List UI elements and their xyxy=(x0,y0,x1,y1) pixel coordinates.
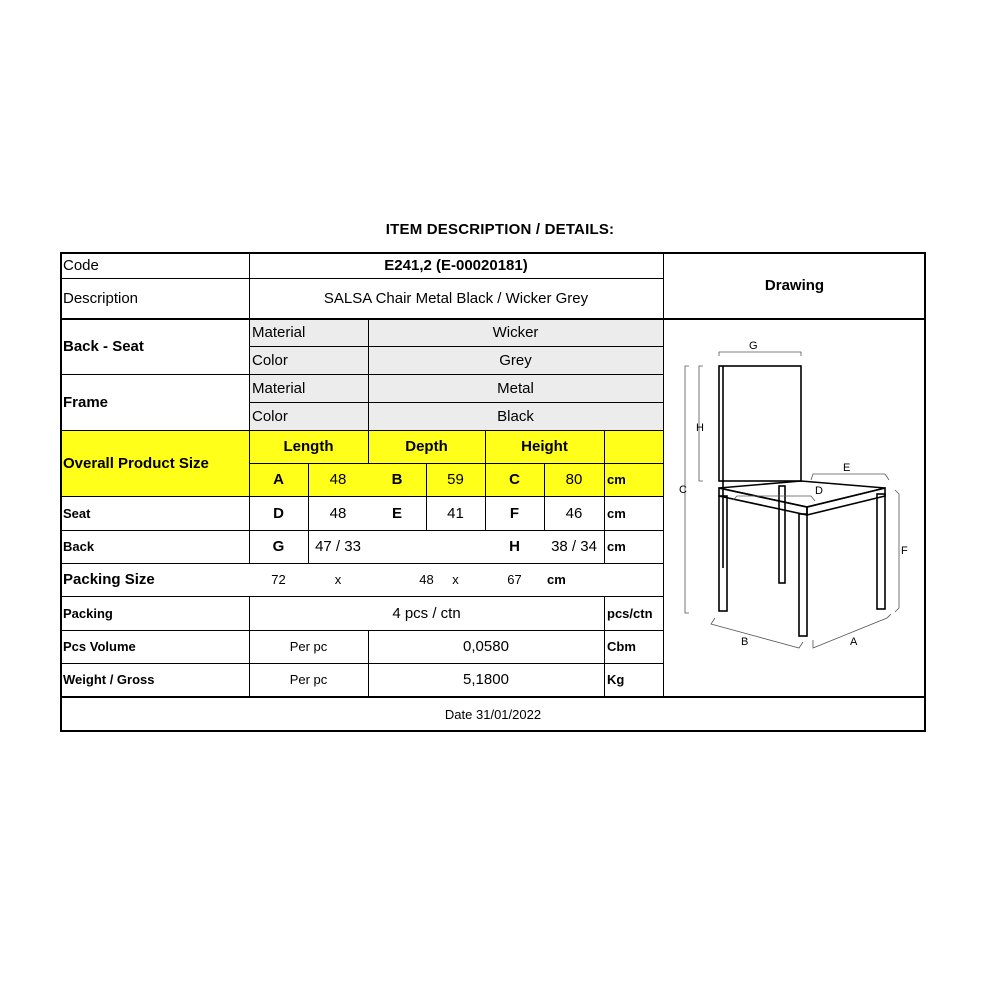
spec-sheet xyxy=(60,252,926,732)
value-b: 59 xyxy=(447,471,464,488)
frame-label: Frame xyxy=(63,393,109,411)
drawing-label-c: C xyxy=(679,484,687,496)
drawing-label-f: F xyxy=(901,545,908,557)
code-value: E241,2 (E-00020181) xyxy=(384,256,528,274)
weight-unit: Kg xyxy=(607,672,625,687)
letter-e: E xyxy=(391,504,402,522)
value-a: 48 xyxy=(329,471,347,488)
packing-x2: x xyxy=(452,572,459,587)
value-h: 38 / 34 xyxy=(551,538,597,555)
frame-material: Metal xyxy=(497,379,534,397)
back-unit: cm xyxy=(607,539,626,554)
packing-label: Packing xyxy=(63,605,113,621)
height-header: Height xyxy=(521,438,568,455)
frame-color: Black xyxy=(497,407,534,425)
letter-h: H xyxy=(509,538,520,555)
letter-d: D xyxy=(273,504,284,522)
leg-front xyxy=(799,514,807,636)
depth-header: Depth xyxy=(405,438,448,455)
packing-width: 48 xyxy=(419,572,434,587)
length-header: Length xyxy=(283,438,334,455)
back-label: Back xyxy=(63,539,95,554)
drawing-label-e: E xyxy=(843,462,851,474)
packing-size-unit: cm xyxy=(547,572,566,587)
letter-a: A xyxy=(273,471,284,488)
seat-label: Seat xyxy=(63,505,91,521)
description-value: SALSA Chair Metal Black / Wicker Grey xyxy=(323,289,589,307)
date-footer: Date 31/01/2022 xyxy=(444,706,542,722)
letter-f: F xyxy=(509,504,520,522)
drawing-label-b: B xyxy=(741,636,749,648)
backrest xyxy=(719,366,801,481)
document-title: ITEM DESCRIPTION / DETAILS: xyxy=(385,221,615,238)
letter-g: G xyxy=(272,538,285,555)
frame-color-label: Color xyxy=(252,407,288,425)
seat-front-edge xyxy=(719,488,807,515)
pcs-volume-per: Per pc xyxy=(289,639,328,654)
pcs-volume-label: Pcs Volume xyxy=(63,639,136,654)
value-e: 41 xyxy=(447,504,464,522)
back-seat-color-label: Color xyxy=(252,351,288,369)
value-g: 47 / 33 xyxy=(315,538,361,555)
letter-b: B xyxy=(391,471,403,488)
packing-length: 72 xyxy=(271,572,286,587)
weight-per: Per pc xyxy=(289,672,328,687)
letter-c: C xyxy=(509,471,520,488)
chair-drawing xyxy=(663,318,926,696)
overall-unit: cm xyxy=(607,472,626,487)
drawing-label-h: H xyxy=(696,422,704,434)
code-label: Code xyxy=(63,256,99,274)
packing-value: 4 pcs / ctn xyxy=(392,604,461,622)
back-seat-color: Grey xyxy=(499,351,532,369)
drawing-label-g: G xyxy=(749,340,758,352)
value-f: 46 xyxy=(565,504,583,522)
back-seat-label: Back - Seat xyxy=(63,337,144,355)
description-label: Description xyxy=(63,289,139,307)
packing-height: 67 xyxy=(507,572,522,587)
drawing-label-a: A xyxy=(850,636,858,648)
pcs-volume-value: 0,0580 xyxy=(463,638,509,655)
overall-size-label: Overall Product Size xyxy=(63,454,209,472)
drawing-label-d: D xyxy=(815,485,823,497)
value-d: 48 xyxy=(329,504,347,522)
value-c: 80 xyxy=(565,471,583,488)
frame-material-label: Material xyxy=(252,379,306,397)
pcs-volume-unit: Cbm xyxy=(607,639,636,654)
leg-right xyxy=(877,494,885,609)
weight-label: Weight / Gross xyxy=(63,672,155,687)
packing-unit: pcs/ctn xyxy=(607,605,653,621)
weight-value: 5,1800 xyxy=(463,671,509,688)
seat-unit: cm xyxy=(607,505,626,521)
packing-x1: x xyxy=(334,572,342,587)
drawing-header: Drawing xyxy=(764,276,825,294)
packing-size-label: Packing Size xyxy=(63,571,155,588)
back-seat-material: Wicker xyxy=(492,323,539,341)
back-seat-material-label: Material xyxy=(252,323,306,341)
